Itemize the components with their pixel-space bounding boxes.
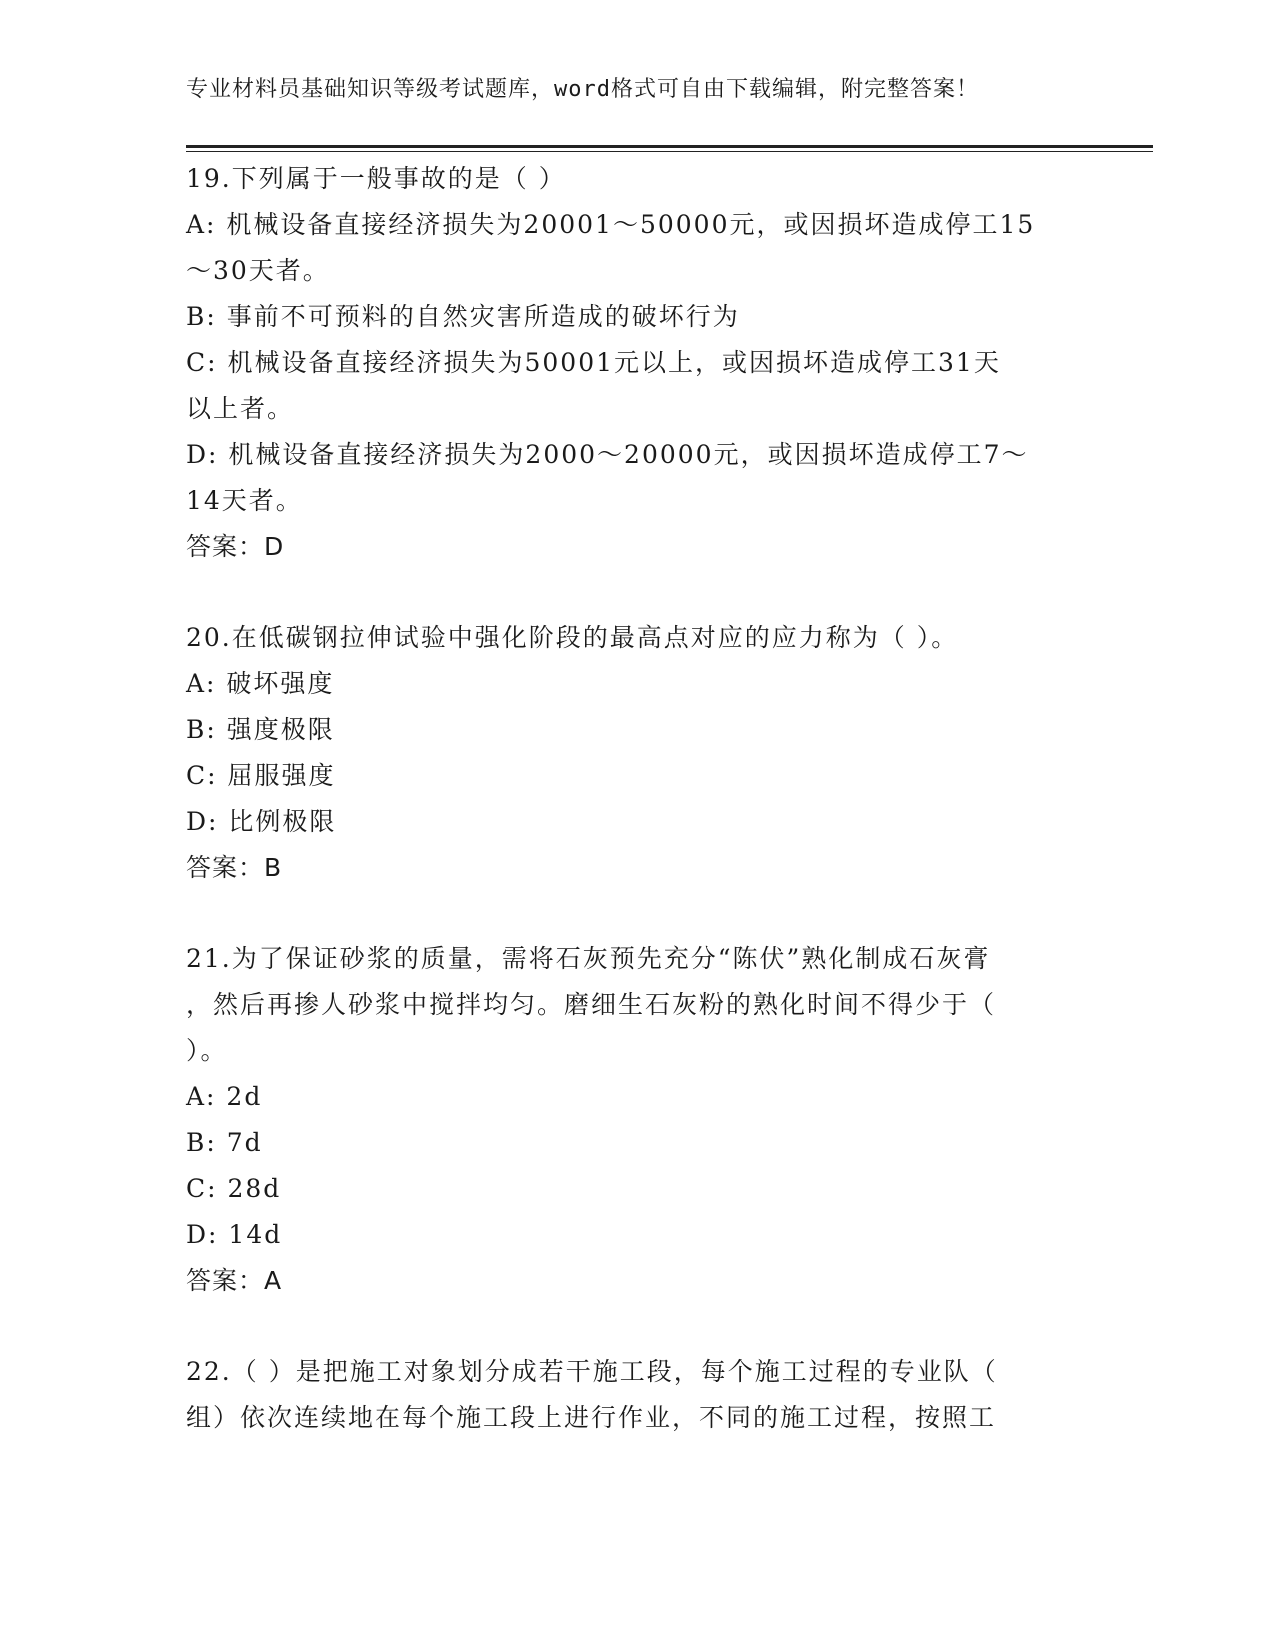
question-21-stem: 21.为了保证砂浆的质量，需将石灰预先充分“陈伏”熟化制成石灰膏 bbox=[186, 944, 991, 973]
spacer bbox=[186, 1304, 1066, 1349]
page-header: 专业材料员基础知识等级考试题库，word格式可自由下载编辑，附完整答案！ bbox=[186, 77, 979, 102]
question-19-option-d: D: 机械设备直接经济损失为2000～20000元，或因损坏造成停工7～ bbox=[186, 440, 1029, 469]
question-21-stem-cont: ，然后再掺人砂浆中搅拌均匀。磨细生石灰粉的熟化时间不得少于（ bbox=[186, 990, 997, 1019]
question-19-option-b: B: 事前不可预料的自然灾害所造成的破坏行为 bbox=[186, 302, 740, 331]
question-19-option-c-cont: 以上者。 bbox=[186, 394, 295, 423]
question-21-answer: 答案：A bbox=[186, 1266, 283, 1295]
question-list bbox=[186, 156, 1066, 1441]
question-19-option-c: C: 机械设备直接经济损失为50001元以上，或因损坏造成停工31天 bbox=[186, 348, 1001, 377]
header-rule-thin bbox=[186, 151, 1153, 152]
question-21-option-d: D: 14d bbox=[186, 1220, 283, 1249]
spacer bbox=[186, 891, 1066, 936]
question-19 bbox=[186, 156, 1066, 570]
question-22-stem: 22.（ ）是把施工对象划分成若干施工段，每个施工过程的专业队（ bbox=[186, 1357, 998, 1386]
question-19-option-d-cont: 14天者。 bbox=[186, 486, 303, 515]
question-19-option-a: A: 机械设备直接经济损失为20001～50000元，或因损坏造成停工15 bbox=[186, 210, 1036, 239]
question-20-option-c: C: 屈服强度 bbox=[186, 761, 336, 790]
question-21-stem-end: ）。 bbox=[186, 1036, 228, 1065]
question-19-answer: 答案：D bbox=[186, 532, 285, 561]
question-20 bbox=[186, 615, 1066, 891]
question-21 bbox=[186, 936, 1066, 1304]
question-22 bbox=[186, 1349, 1066, 1441]
question-22-stem-cont: 组）依次连续地在每个施工段上进行作业，不同的施工过程，按照工 bbox=[186, 1403, 997, 1432]
question-21-option-b: B: 7d bbox=[186, 1128, 263, 1157]
question-20-answer: 答案：B bbox=[186, 853, 283, 882]
question-20-option-b: B: 强度极限 bbox=[186, 715, 335, 744]
header-rule-thick bbox=[186, 145, 1153, 148]
question-20-stem: 20.在低碳钢拉伸试验中强化阶段的最高点对应的应力称为（ ）。 bbox=[186, 623, 959, 652]
question-20-option-a: A: 破坏强度 bbox=[186, 669, 335, 698]
spacer bbox=[186, 570, 1066, 615]
question-20-option-d: D: 比例极限 bbox=[186, 807, 337, 836]
question-19-stem: 19.下列属于一般事故的是（ ） bbox=[186, 164, 566, 193]
question-21-option-a: A: 2d bbox=[186, 1082, 263, 1111]
question-21-option-c: C: 28d bbox=[186, 1174, 282, 1203]
question-19-option-a-cont: ～30天者。 bbox=[186, 256, 330, 285]
